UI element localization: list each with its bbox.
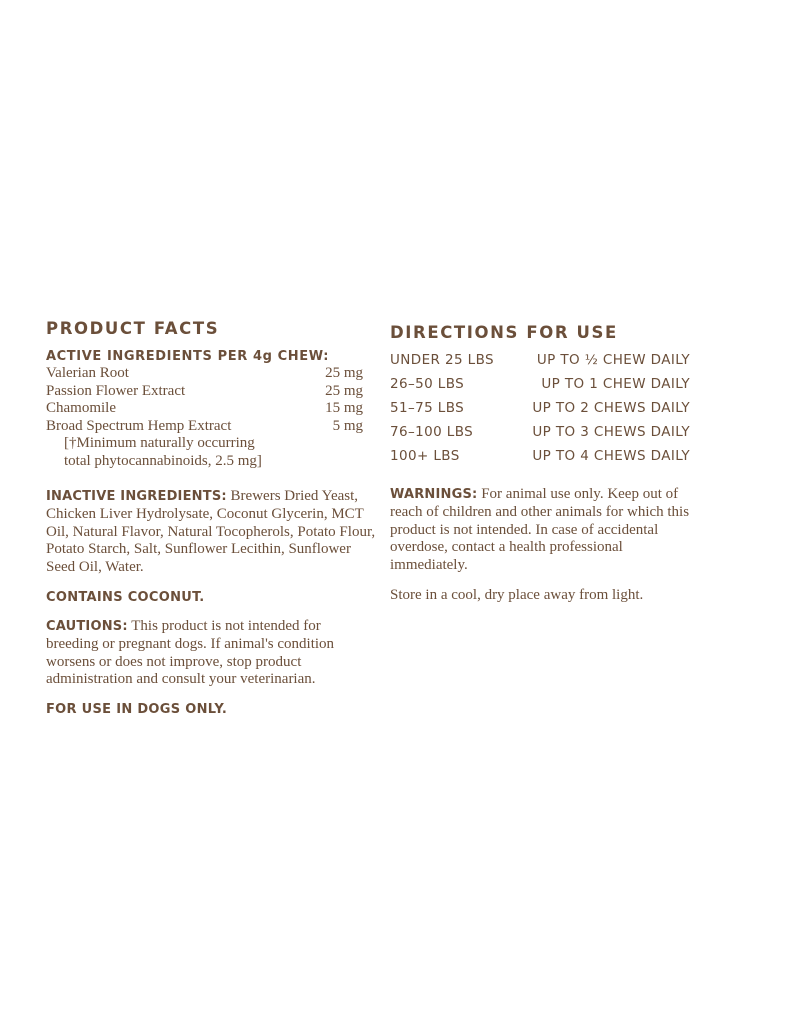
active-ingredients-heading: ACTIVE INGREDIENTS PER 4g CHEW:	[46, 349, 330, 364]
dogs-only-notice: FOR USE IN DOGS ONLY.	[46, 702, 228, 718]
weight-range: 26–50 LBS	[390, 376, 465, 392]
warnings-text: For animal use only. Keep out of reach of children and other animals for which this product is not intended. In case of accidental overdose, contact a health professional immediately.	[390, 486, 690, 574]
weight-range: 76–100 LBS	[390, 424, 474, 440]
weight-range: 100+ LBS	[390, 448, 460, 464]
dosage-row	[390, 444, 690, 468]
ingredient-row	[46, 418, 363, 436]
ingredient-amount: 25 mg	[325, 382, 363, 399]
cannabinoid-note-line2: total phytocannabinoids, 2.5 mg]	[64, 452, 262, 469]
dosage-row	[390, 420, 690, 444]
weight-range: UNDER 25 LBS	[390, 352, 494, 368]
dosage-row	[390, 396, 690, 420]
ingredient-amount: 5 mg	[332, 417, 363, 434]
storage-instructions: Store in a cool, dry place away from light.	[390, 586, 644, 603]
directions-column	[390, 318, 700, 605]
inactive-ingredients-text: Brewers Dried Yeast, Chicken Liver Hydrolysate, Coconut Glycerin, MCT Oil, Natural Flavor, Natural Tocopherols, Potato Flour, Potato Starch, Salt, Sunflower Lecithin, Sunflower Seed Oil, Water.	[46, 488, 376, 576]
ingredient-name: Chamomile	[46, 400, 116, 416]
product-facts-column	[46, 318, 376, 718]
dosage-table	[390, 348, 700, 468]
product-facts-heading: PRODUCT FACTS	[46, 319, 220, 338]
ingredient-name: Broad Spectrum Hemp Extract	[46, 417, 232, 434]
contains-coconut: CONTAINS COCONUT.	[46, 589, 205, 605]
inactive-ingredients-label: INACTIVE INGREDIENTS:	[46, 489, 227, 504]
active-ingredients-list	[46, 365, 376, 470]
ingredient-amount: 15 mg	[325, 400, 363, 416]
directions-heading: DIRECTIONS FOR USE	[390, 323, 618, 342]
cautions	[46, 618, 376, 689]
dose: UP TO 3 CHEWS DAILY	[532, 424, 690, 440]
inactive-ingredients	[46, 488, 376, 577]
cautions-label: CAUTIONS:	[46, 618, 128, 634]
ingredient-amount: 25 mg	[325, 365, 363, 381]
ingredient-row	[46, 400, 363, 418]
ingredient-row	[46, 383, 363, 401]
ingredient-name: Valerian Root	[46, 365, 129, 381]
dose: UP TO ½ CHEW DAILY	[536, 352, 690, 368]
dose: UP TO 4 CHEWS DAILY	[532, 448, 690, 464]
warnings-label: WARNINGS:	[390, 487, 478, 502]
warnings	[390, 486, 700, 575]
dose: UP TO 1 CHEW DAILY	[541, 376, 690, 392]
dosage-row	[390, 372, 690, 396]
dose: UP TO 2 CHEWS DAILY	[532, 400, 690, 416]
ingredient-name: Passion Flower Extract	[46, 382, 186, 399]
ingredient-row	[46, 365, 363, 383]
cautions-text: This product is not intended for breeding or pregnant dogs. If animal's condition worsens or does not improve, stop product administration and consult your veterinarian.	[46, 617, 335, 688]
cannabinoid-note-line1: [†Minimum naturally occurring	[64, 435, 255, 451]
dosage-row	[390, 348, 690, 372]
weight-range: 51–75 LBS	[390, 400, 465, 416]
